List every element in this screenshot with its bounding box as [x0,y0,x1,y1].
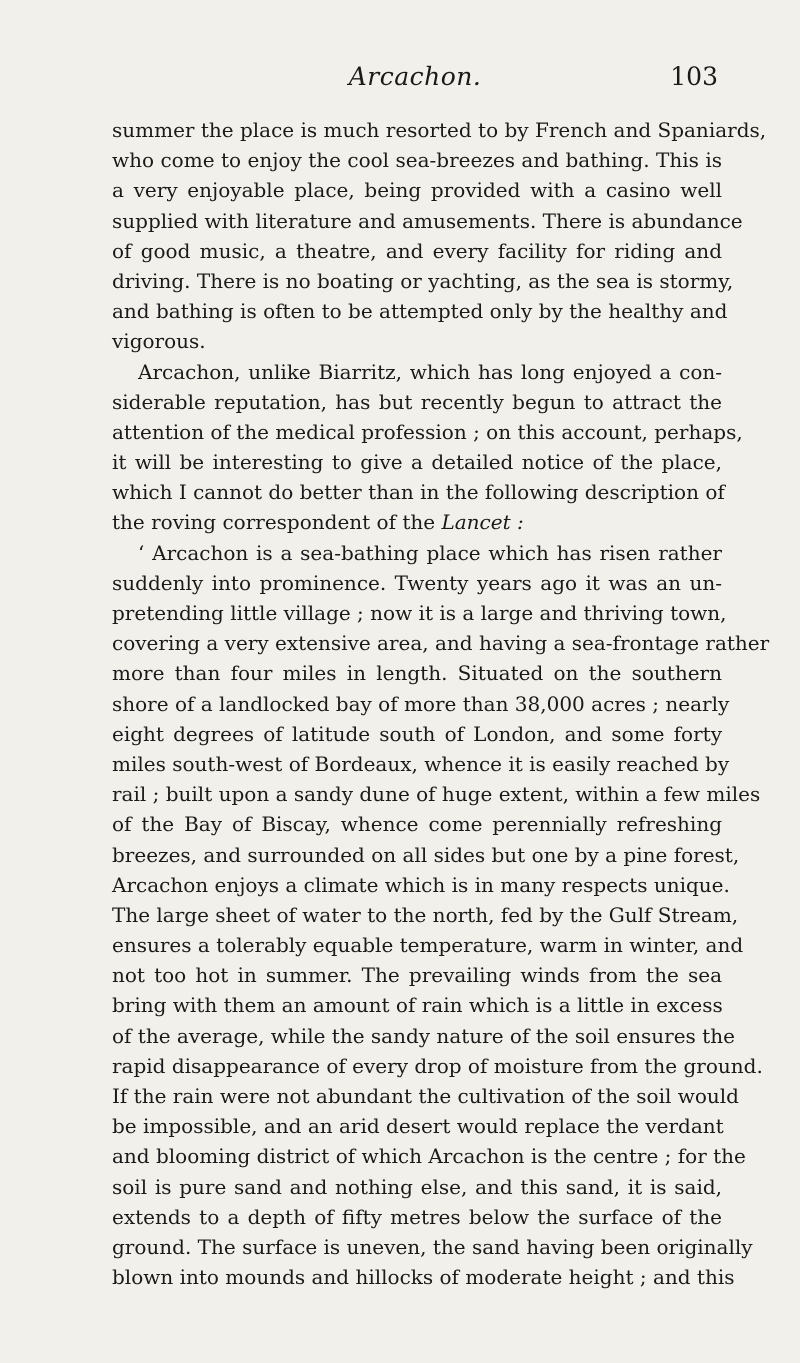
text-line: bring with them an amount of rain which is a little in excess [112,993,723,1018]
text-line: The large sheet of water to the north, fed by the Gulf Stream, [112,902,739,927]
text-line: supplied with literature and amusements. There is abundance [112,208,743,233]
page-number: 103 [670,62,718,91]
text-line: vigorous. [112,329,206,354]
text-line: eight degrees of latitude south of London, and some forty [112,721,722,746]
text-line: summer the place is much resorted to by French and Spaniards, [112,118,767,142]
text-line: driving. There is no boating or yachting, as the sea is stormy, [112,268,734,293]
text-line: blown into mounds and hillocks of moderate height ; and this [112,1265,735,1290]
text-line: siderable reputation, has but recently begun to attract the [112,389,722,414]
text-line: which I cannot do better than in the following description of [112,480,725,505]
text-line: not too hot in summer. The prevailing winds from the sea [112,963,722,988]
text-line: who come to enjoy the cool sea-breezes and bathing. This is [112,148,722,173]
text-line: Arcachon enjoys a climate which is in many respects unique. [112,872,730,897]
text-line: of the Bay of Biscay, whence come perennially refreshing [112,812,722,837]
text-line: rail ; built upon a sandy dune of huge extent, within a few miles [112,782,761,807]
page-header [112,62,718,96]
body-text [112,115,770,1292]
text-line-start: the roving correspondent of the [112,510,442,535]
text-line: of good music, a theatre, and every facility for riding and [112,238,722,263]
text-line: suddenly into prominence. Twenty years ago it was an un- [112,570,722,595]
text-line: attention of the medical profession ; on this account, perhaps, [112,419,743,444]
text-line: Arcachon, unlike Biarritz, which has long enjoyed a con- [138,359,722,384]
text-line: and bathing is often to be attempted only by the healthy and [112,299,728,324]
text-line: shore of a landlocked bay of more than 38,000 acres ; nearly [112,691,730,716]
text-line: extends to a depth of fifty metres below the surface of the [112,1204,722,1229]
text-line: soil is pure sand and nothing else, and this sand, it is said, [112,1174,722,1199]
text-line: it will be interesting to give a detailed notice of the place, [112,450,722,475]
text-line: of the average, while the sandy nature of the soil ensures the [112,1023,735,1048]
text-line: be impossible, and an arid desert would replace the verdant [112,1114,724,1139]
text-line-with-citation [112,507,722,537]
text-line: and blooming district of which Arcachon is the centre ; for the [112,1144,746,1169]
text-line: covering a very extensive area, and having a sea-frontage rather [112,631,770,656]
text-line: pretending little village ; now it is a large and thriving town, [112,601,727,625]
text-line: miles south-west of Bordeaux, whence it is easily reached by [112,751,730,776]
text-line: ensures a tolerably equable temperature, warm in winter, and [112,933,744,958]
text-line: ground. The surface is uneven, the sand having been originally [112,1234,753,1259]
text-line: rapid disappearance of every drop of moisture from the ground. [112,1053,763,1078]
text-line: breezes, and surrounded on all sides but one by a pine forest, [112,842,740,867]
text-line: If the rain were not abundant the cultivation of the soil would [112,1084,739,1108]
text-line: more than four miles in length. Situated on the southern [112,661,722,686]
lancet-title: Lancet : [441,510,524,535]
running-title: Arcachon. [348,62,482,91]
text-line: a very enjoyable place, being provided with a casino well [112,178,722,203]
text-line: ‘ Arcachon is a sea-bathing place which has risen rather [138,540,722,565]
